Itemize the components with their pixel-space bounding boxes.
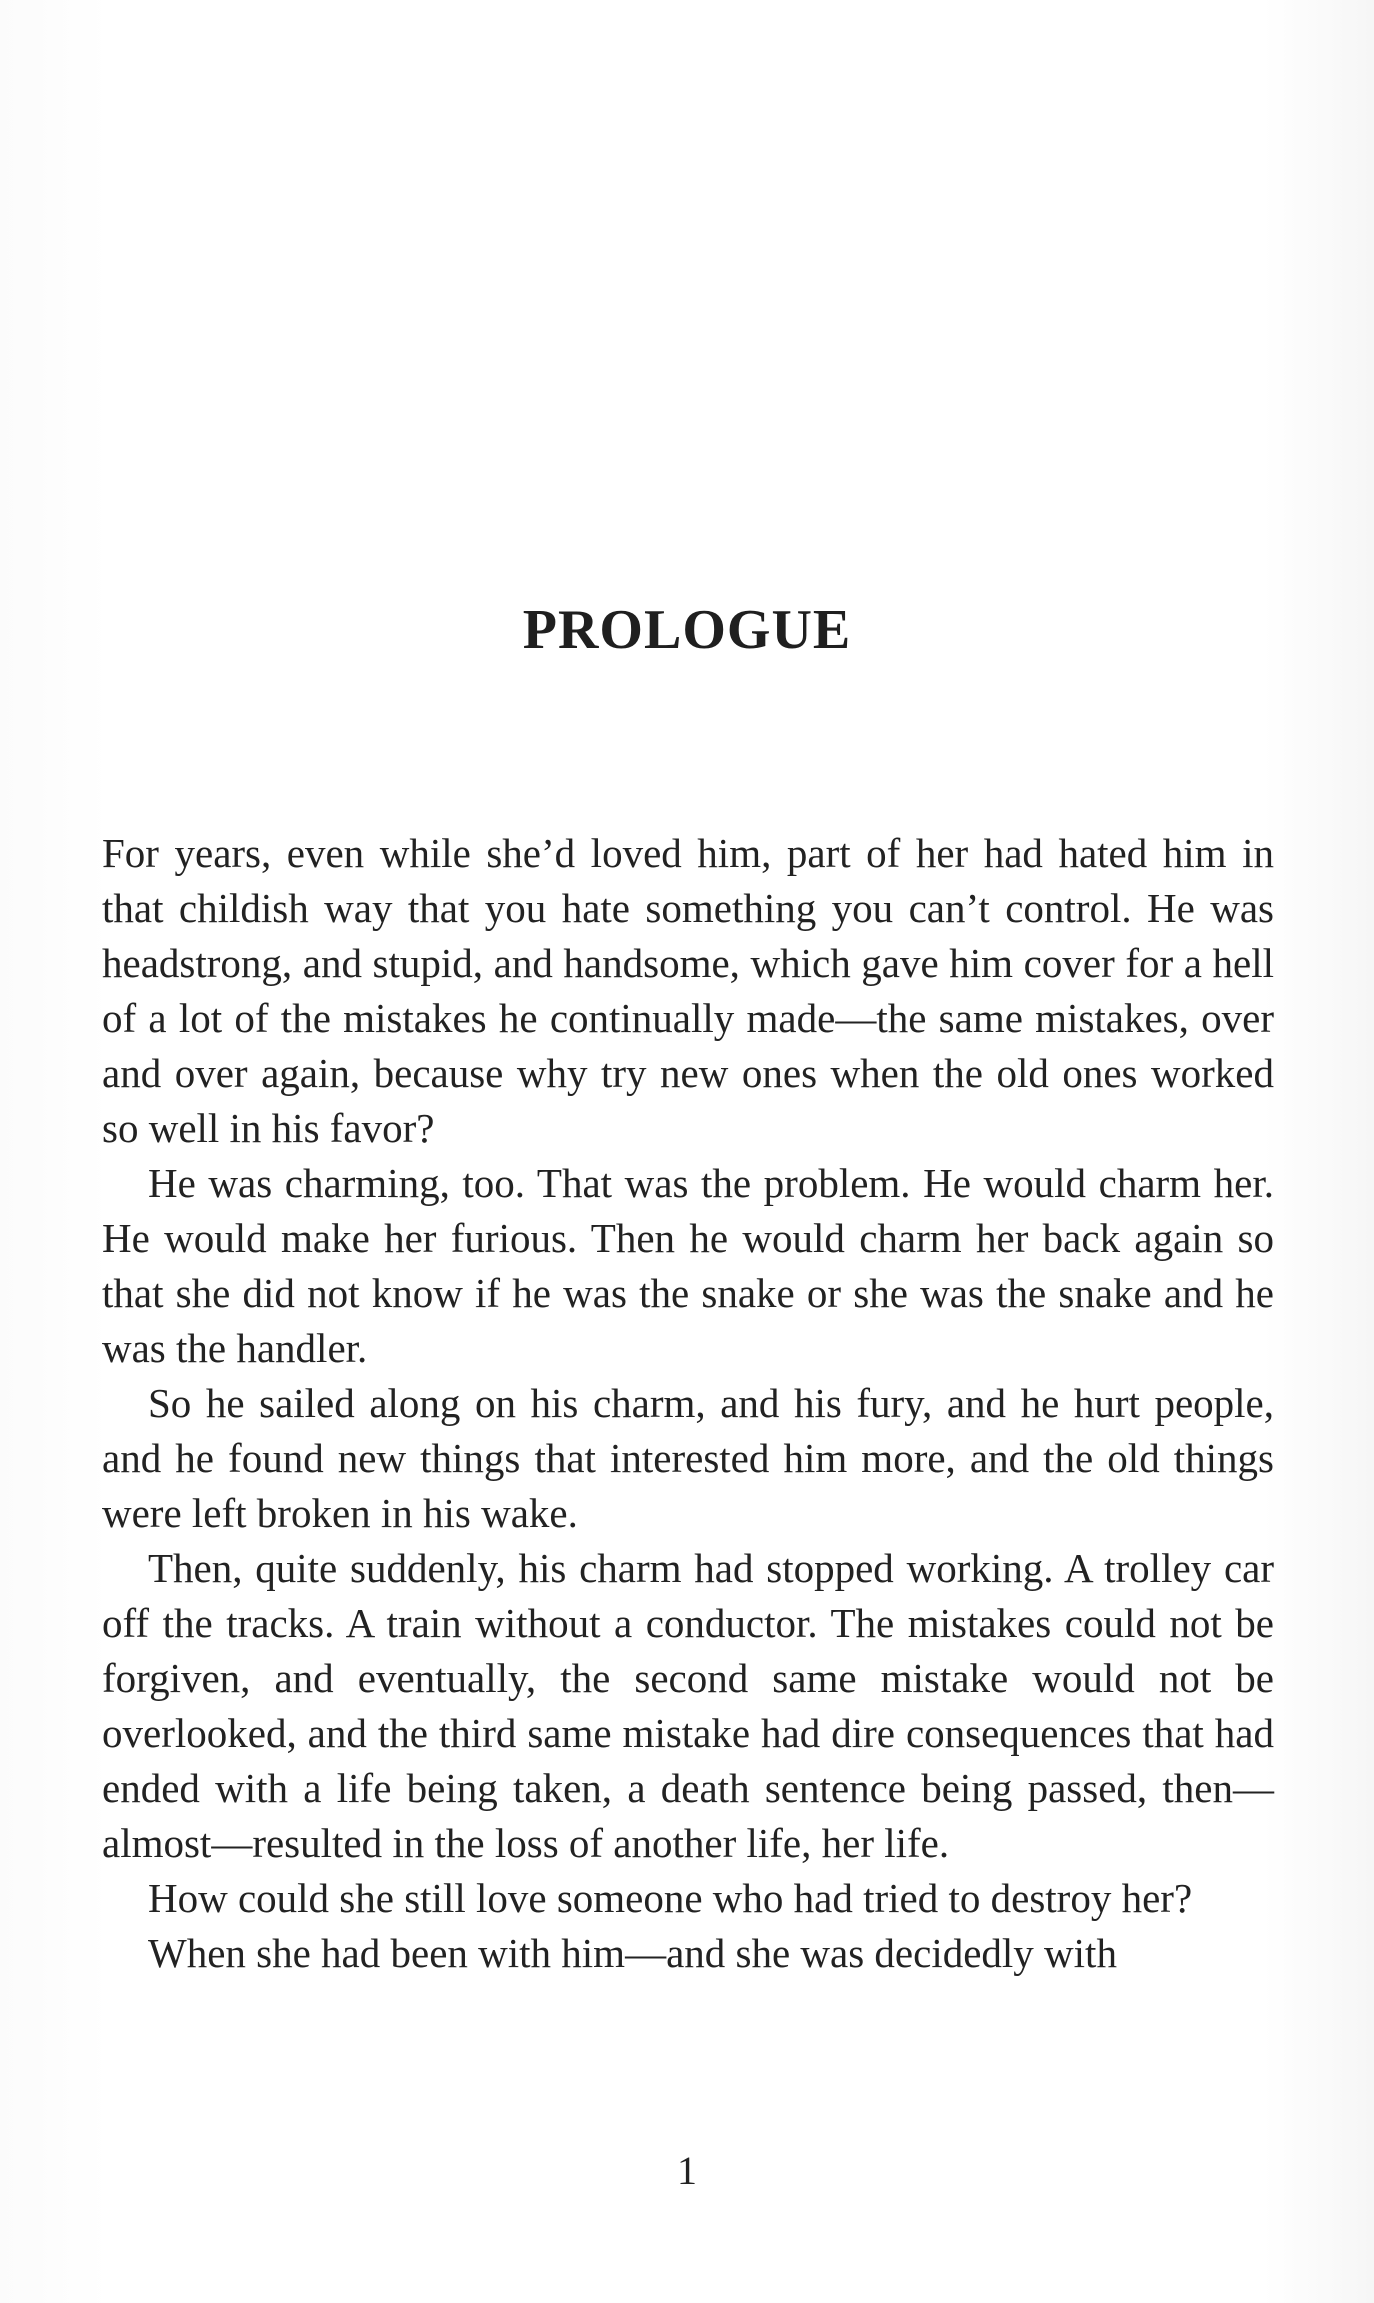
prologue-body [102, 826, 1274, 1981]
paragraph: How could she still love someone who had tried to destroy her? [148, 1875, 1193, 1921]
page-number: 1 [677, 2148, 697, 2193]
chapter-title: PROLOGUE [522, 599, 852, 661]
paragraph: When she had been with him—and she was decidedly with [148, 1930, 1117, 1976]
paragraph: For years, even while she’d loved him, part of her had hated him in that childish way that you hate something you can’t control. He was headstrong, and stupid, and handsome, which gave him cover for a hell of a lot of the mistakes he continually made—the same mistakes, over and over again, because why try new ones when the old ones worked so well in his favor? [102, 830, 1274, 1151]
paragraph: So he sailed along on his charm, and his fury, and he hurt people, and he found new things that interested him more, and the old things were left broken in his wake. [102, 1380, 1274, 1536]
paragraph: Then, quite suddenly, his charm had stopped working. A trolley car off the tracks. A train without a conductor. The mistakes could not be forgiven, and eventually, the second same mistake would not be overlooked, and the third same mistake had dire consequences that had ended with a life being taken, a death sentence being passed, then—almost—resulted in the loss of another life, her life. [102, 1545, 1274, 1866]
paragraph: He was charming, too. That was the problem. He would charm her. He would make her furious. Then he would charm her back again so that she did not know if he was the snake or she was the snake and he was the handler. [102, 1160, 1274, 1371]
